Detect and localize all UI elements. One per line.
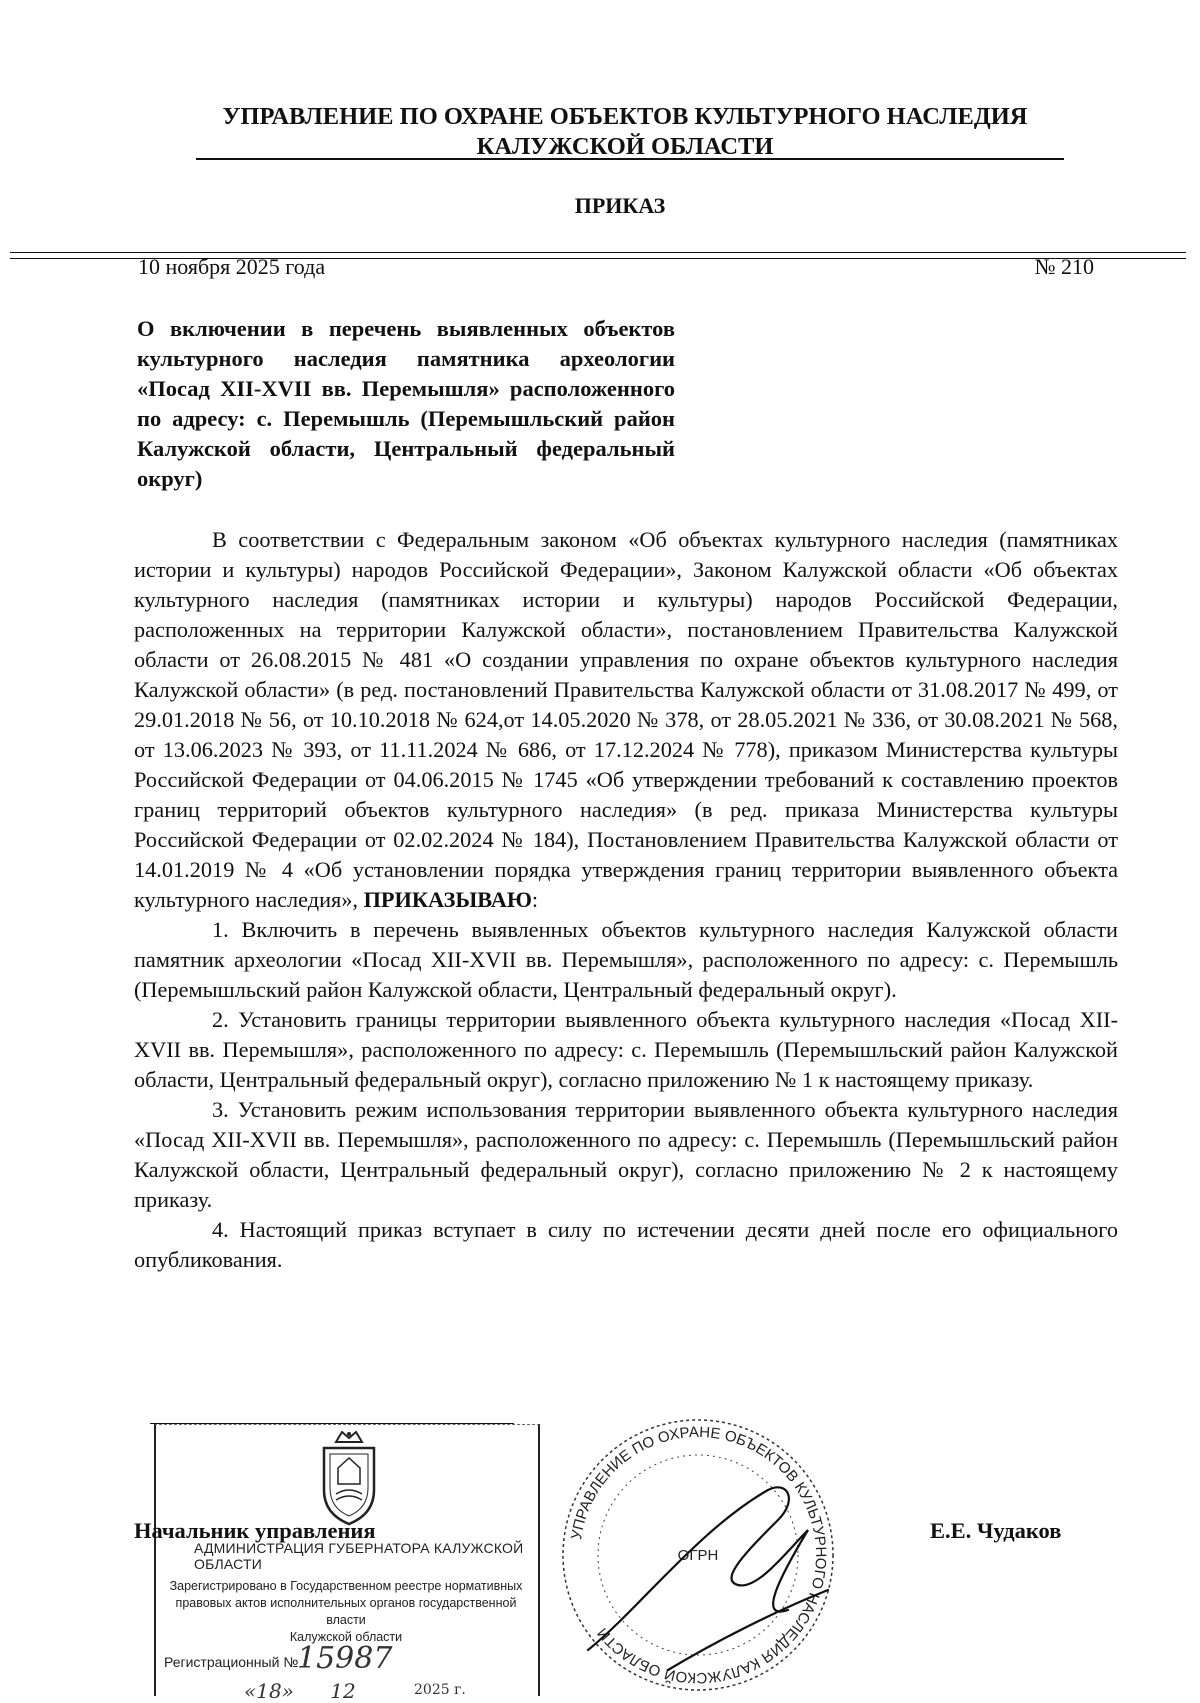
date-rule-top xyxy=(10,252,1186,253)
registration-number-label: Регистрационный № xyxy=(164,1654,299,1670)
preamble-paragraph xyxy=(134,525,1118,915)
header-underline xyxy=(196,158,1064,160)
registration-date-month: 12 xyxy=(330,1679,356,1703)
order-item: 1. Включить в перечень выявленных объектов культурного наследия Калужской области памятник археологии «Посад XII-XVII вв. Перемышля», расположенного по адресу: с. Перемышль (Перемышльский район Калужской области, Центральный федеральный округ). xyxy=(134,917,1118,1002)
order-item: 3. Установить режим использования территории выявленного объекта культурного наследия «Посад XII-XVII вв. Перемышля», расположенного по адресу: с. Перемышль (Перемышльский район Калужской области, Центральный федеральный округ), согласно приложению № 2 к настоящему приказу. xyxy=(134,1097,1118,1212)
official-seal-icon xyxy=(548,1410,848,1700)
order-item: 4. Настоящий приказ вступает в силу по истечении десяти дней после его официального опубликования. xyxy=(134,1217,1118,1272)
organization-name xyxy=(150,102,1100,162)
registration-text-line3: Калужской области xyxy=(289,1630,403,1644)
registration-text-line2: правовых актов исполнительных органов государственной власти xyxy=(175,1596,517,1627)
seal-inner-text: ОГРН xyxy=(677,1547,719,1564)
document-subject: О включении в перечень выявленных объектов культурного наследия памятника археологии «Посад XII-XVII вв. Перемышля» расположенного по адресу: с. Перемышль (Перемышльский район Калужской области, Центральный федеральный округ) xyxy=(137,316,675,491)
registration-date xyxy=(244,1679,356,1703)
order-item: 2. Установить границы территории выявленного объекта культурного наследия «Посад XII-XVII вв. Перемышля», расположенного по адресу: с. Перемышль (Перемышльский район Калужской области, Центральный федеральный округ), согласно приложению № 1 к настоящему приказу. xyxy=(134,1007,1118,1092)
organization-name-line2: КАЛУЖСКОЙ ОБЛАСТИ xyxy=(476,133,774,160)
registration-date-day: «18» xyxy=(244,1679,294,1703)
signatory-name: Е.Е. Чудаков xyxy=(930,1518,1062,1543)
preamble-text: В соответствии с Федеральным законом «Об объектах культурного наследия (памятниках истории и культуры) народов Российской Федерации», Законом Калужской области «Об объектах культурного наследия (памятниках истории и культуры) народов Российской Федерации, расположенных на территории Калужской области», постановлением Правительства Калужской области от 26.08.2015 № 481 «О создании управления по охране объектов культурного наследия Калужской области» (в ред. постановлений Правительства Калужской области от 31.08.2017 № 499, от 29.01.2018 № 56, от 10.10.2018 № 624,от 14.05.2020 № 378, от 28.05.2021 № 336, от 30.08.2021 № 568, от 13.06.2023 № 393, от 11.11.2024 № 686, от 17.12.2024 № 778), приказом Министерства культуры Российской Федерации от 04.06.2015 № 1745 «Об утверждении требований к составлению проектов границ территорий объектов культурного наследия» (в ред. приказа Министерства культуры Российской Федерации от 02.02.2024 № 184), Постановлением Правительства Калужской области от 14.01.2019 № 4 «Об установлении порядка утверждения границ территории выявленного объекта культурного наследия», xyxy=(134,527,1118,912)
registration-authority: АДМИНИСТРАЦИЯ ГУБЕРНАТОРА КАЛУЖСКОЙ ОБЛАСТИ xyxy=(194,1540,524,1572)
document-body xyxy=(134,525,1118,1275)
coat-of-arms-icon xyxy=(314,1428,384,1528)
order-word: ПРИКАЗЫВАЮ xyxy=(363,887,532,912)
document-number: № 210 xyxy=(1034,254,1094,279)
organization-name-line1: УПРАВЛЕНИЕ ПО ОХРАНЕ ОБЪЕКТОВ КУЛЬТУРНОГО НАСЛЕДИЯ xyxy=(222,103,1028,130)
registration-date-year: 2025 г. xyxy=(414,1682,466,1698)
registration-number: 15987 xyxy=(297,1641,393,1676)
registration-stamp xyxy=(154,1424,538,1703)
registration-text xyxy=(164,1578,528,1646)
document-type: ПРИКАЗ xyxy=(574,193,666,218)
registration-text-line1: Зарегистрировано в Государственном реестре нормативных xyxy=(169,1579,523,1593)
document-date: 10 ноября 2025 года xyxy=(138,254,326,279)
seal-ring-path: УПРАВЛЕНИЕ ПО ОХРАНЕ ОБЪЕКТОВ КУЛЬТУРНОГО НАСЛЕДИЯ КАЛУЖСКОЙ ОБЛАСТИ xyxy=(568,1423,830,1687)
signatory-position: Начальник управления xyxy=(134,1518,376,1543)
order-colon: : xyxy=(531,887,539,912)
